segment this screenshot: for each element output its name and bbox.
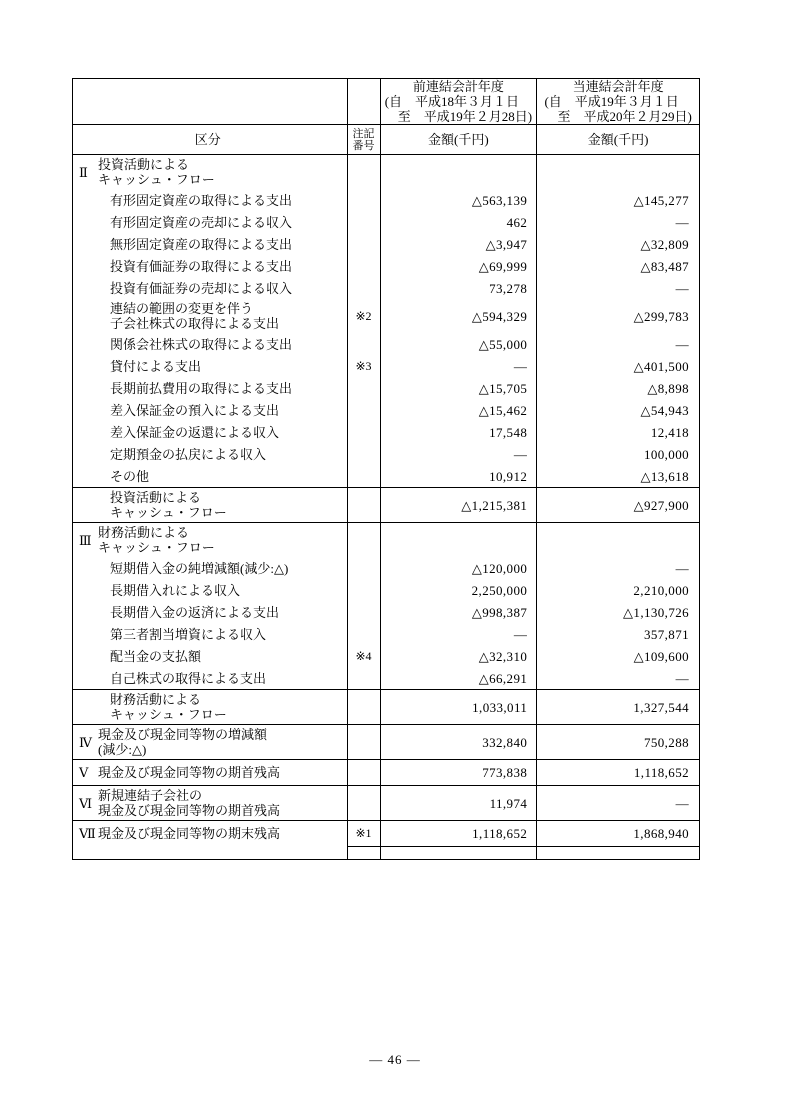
row-curr-amount — [536, 846, 699, 859]
row-label — [110, 605, 279, 620]
row-note — [347, 333, 380, 355]
row-label-line: 投資有価証券の取得による支出 — [110, 258, 293, 274]
row-prev-amount: ― — [380, 623, 537, 645]
row-label — [110, 215, 292, 230]
row-curr-amount: ― — [536, 211, 699, 233]
row-label-line: 定期預金の払戻による収入 — [110, 446, 267, 462]
row-curr-amount: △299,783 — [536, 299, 699, 333]
row-prev-amount: 11,974 — [380, 786, 537, 820]
table-row — [73, 465, 699, 487]
row-label-line: 長期借入金の返済による支出 — [110, 604, 280, 620]
row-category-cell — [73, 488, 347, 522]
table-row — [73, 211, 699, 233]
header-curr-year — [536, 79, 699, 124]
row-category-cell — [73, 523, 347, 557]
row-label — [98, 765, 280, 780]
table-row — [73, 189, 699, 211]
table-row — [73, 277, 699, 299]
header-note-blank — [347, 79, 380, 124]
table-row — [73, 601, 699, 623]
row-prev-amount: 17,548 — [380, 421, 537, 443]
table-row — [73, 820, 699, 846]
table-row — [73, 377, 699, 399]
note-label-line1: 注記 — [352, 127, 375, 140]
curr-year-title: 当連結会計年度 — [572, 79, 664, 94]
row-note — [347, 255, 380, 277]
row-category-cell — [73, 579, 347, 601]
table-header-columns — [73, 124, 699, 154]
row-curr-amount: △8,898 — [536, 377, 699, 399]
row-label-line: 子会社株式の取得による支出 — [110, 316, 280, 331]
row-note — [347, 667, 380, 689]
header-prev-amount-label: 金額(千円) — [380, 125, 537, 154]
row-category-cell — [73, 333, 347, 355]
row-curr-amount: △145,277 — [536, 189, 699, 211]
row-note — [347, 233, 380, 255]
curr-year-from: (自 平成19年３月１日 — [544, 94, 679, 109]
row-label-line: 配当金の支払額 — [110, 648, 202, 664]
row-note: ※3 — [347, 355, 380, 377]
row-label — [110, 583, 240, 598]
row-label-line: 投資活動による — [110, 490, 202, 505]
row-label-line: 差入保証金の預入による支出 — [110, 402, 280, 418]
row-prev-amount: △563,139 — [380, 189, 537, 211]
row-curr-amount: △401,500 — [536, 355, 699, 377]
row-prev-amount: △32,310 — [380, 645, 537, 667]
row-curr-amount: 1,327,544 — [536, 690, 699, 724]
row-label — [110, 281, 292, 296]
row-curr-amount: △13,618 — [536, 465, 699, 487]
row-label-line: (減少:△) — [98, 742, 147, 757]
row-prev-amount — [380, 523, 537, 557]
row-numeral: Ⅳ — [79, 734, 92, 750]
table-row — [73, 667, 699, 689]
row-prev-amount: △3,947 — [380, 233, 537, 255]
table-row — [73, 333, 699, 355]
row-label-line: 現金及び現金同等物の期首残高 — [98, 803, 281, 818]
row-category-cell — [73, 557, 347, 579]
row-category-cell — [73, 667, 347, 689]
row-category-cell — [73, 623, 347, 645]
row-label-line: 関係会社株式の取得による支出 — [110, 336, 293, 352]
row-prev-amount: 10,912 — [380, 465, 537, 487]
row-note: ※2 — [347, 299, 380, 333]
row-prev-amount: 2,250,000 — [380, 579, 537, 601]
row-note: ※4 — [347, 645, 380, 667]
row-label — [110, 337, 292, 352]
row-note — [347, 465, 380, 487]
row-label-line: 貸付による支出 — [110, 358, 202, 374]
row-category-cell — [73, 189, 347, 211]
row-label-line: キャッシュ・フロー — [110, 707, 227, 722]
table-row — [73, 233, 699, 255]
row-label — [98, 525, 215, 555]
row-category-cell — [73, 725, 347, 759]
row-numeral: Ⅵ — [79, 795, 93, 811]
row-label — [98, 157, 215, 187]
row-category-cell — [73, 821, 347, 846]
table-row — [73, 399, 699, 421]
row-prev-amount — [380, 846, 537, 859]
table-row — [73, 557, 699, 579]
row-prev-amount: △120,000 — [380, 557, 537, 579]
row-prev-amount: 462 — [380, 211, 537, 233]
row-note — [347, 211, 380, 233]
row-note — [347, 786, 380, 820]
prev-year-title: 前連結会計年度 — [412, 79, 504, 94]
table-row — [73, 255, 699, 277]
note-label-line2: 番号 — [352, 139, 375, 152]
row-note — [347, 623, 380, 645]
table-header-years — [73, 79, 699, 124]
row-prev-amount: 332,840 — [380, 725, 537, 759]
row-label — [98, 788, 280, 818]
header-prev-year — [380, 79, 537, 124]
row-label-line: 現金及び現金同等物の増減額 — [98, 727, 268, 742]
header-note-label — [347, 125, 380, 154]
row-curr-amount: ― — [536, 333, 699, 355]
row-curr-amount: 1,868,940 — [536, 821, 699, 846]
table-row — [73, 299, 699, 333]
row-curr-amount: 357,871 — [536, 623, 699, 645]
row-category-cell — [73, 443, 347, 465]
row-label-line: 有形固定資産の取得による支出 — [110, 192, 293, 208]
row-prev-amount: △15,705 — [380, 377, 537, 399]
row-curr-amount — [536, 155, 699, 189]
row-category-cell — [73, 690, 347, 724]
table-row — [73, 623, 699, 645]
row-prev-amount: ― — [380, 443, 537, 465]
row-category-cell — [73, 299, 347, 333]
table-row — [73, 522, 699, 557]
row-prev-amount: 73,278 — [380, 277, 537, 299]
row-prev-amount: △1,215,381 — [380, 488, 537, 522]
header-category-label: 区分 — [194, 132, 221, 147]
row-label — [110, 425, 279, 440]
row-curr-amount: △927,900 — [536, 488, 699, 522]
row-category-cell — [73, 233, 347, 255]
row-label — [110, 671, 266, 686]
row-label-line: キャッシュ・フロー — [110, 505, 227, 520]
table-row — [73, 579, 699, 601]
row-label — [110, 490, 227, 520]
row-label-line: 無形固定資産の取得による支出 — [110, 236, 293, 252]
row-label — [110, 692, 227, 722]
row-label-line: 連結の範囲の変更を伴う — [110, 301, 254, 316]
row-label — [110, 301, 279, 331]
row-category-cell — [73, 399, 347, 421]
row-note — [347, 523, 380, 557]
row-label — [110, 381, 292, 396]
row-label — [98, 727, 267, 757]
row-note — [347, 443, 380, 465]
row-label-line: キャッシュ・フロー — [98, 540, 215, 555]
row-note — [347, 725, 380, 759]
header-curr-amount-label: 金額(千円) — [536, 125, 699, 154]
row-label — [110, 561, 288, 576]
row-prev-amount: △66,291 — [380, 667, 537, 689]
row-label-line: 現金及び現金同等物の期首残高 — [98, 765, 281, 780]
prev-year-to: 至 平成19年２月28日) — [384, 109, 533, 124]
row-curr-amount: 100,000 — [536, 443, 699, 465]
row-curr-amount: ― — [536, 786, 699, 820]
row-note — [347, 579, 380, 601]
row-label-line: 長期前払費用の取得による支出 — [110, 380, 293, 396]
row-label — [110, 649, 201, 664]
row-note — [347, 690, 380, 724]
row-prev-amount: △15,462 — [380, 399, 537, 421]
row-category-cell — [73, 760, 347, 785]
row-note — [347, 189, 380, 211]
row-note: ※1 — [347, 821, 380, 846]
row-note — [347, 557, 380, 579]
row-prev-amount: △55,000 — [380, 333, 537, 355]
row-prev-amount: 773,838 — [380, 760, 537, 785]
row-label — [110, 237, 292, 252]
row-curr-amount: ― — [536, 667, 699, 689]
table-row — [73, 487, 699, 522]
row-label — [98, 826, 280, 841]
table-row — [73, 154, 699, 189]
row-label-line: 現金及び現金同等物の期末残高 — [98, 826, 281, 841]
row-prev-amount — [380, 155, 537, 189]
table-row — [73, 785, 699, 820]
table-row — [73, 355, 699, 377]
row-label-line: キャッシュ・フロー — [98, 172, 215, 187]
row-label-line: 自己株式の取得による支出 — [110, 670, 267, 686]
row-curr-amount: △109,600 — [536, 645, 699, 667]
row-category-cell — [73, 601, 347, 623]
row-category-cell — [73, 465, 347, 487]
row-category-cell — [73, 377, 347, 399]
row-label-line: 差入保証金の返還による収入 — [110, 424, 280, 440]
row-note — [347, 760, 380, 785]
table-row — [73, 645, 699, 667]
page-number: ― 46 ― — [369, 1052, 421, 1067]
row-label — [110, 359, 201, 374]
row-note — [347, 277, 380, 299]
row-category-cell — [73, 786, 347, 820]
row-note — [347, 488, 380, 522]
row-label — [110, 447, 266, 462]
row-numeral: Ⅱ — [79, 164, 88, 180]
row-curr-amount: 2,210,000 — [536, 579, 699, 601]
row-numeral: Ⅶ — [79, 826, 96, 841]
row-label — [110, 469, 149, 484]
row-label-line: 長期借入れによる収入 — [110, 582, 241, 598]
header-category-blank — [73, 79, 347, 124]
row-prev-amount: △594,329 — [380, 299, 537, 333]
row-curr-amount: 12,418 — [536, 421, 699, 443]
table-row — [73, 689, 699, 724]
table-row — [73, 759, 699, 785]
row-note — [347, 601, 380, 623]
row-label — [110, 403, 279, 418]
row-numeral: Ⅴ — [79, 765, 89, 780]
row-prev-amount: 1,118,652 — [380, 821, 537, 846]
row-note — [347, 421, 380, 443]
row-label-line: 有形固定資産の売却による収入 — [110, 214, 293, 230]
row-note — [347, 155, 380, 189]
row-curr-amount: 1,118,652 — [536, 760, 699, 785]
table-row — [73, 421, 699, 443]
row-category-cell — [73, 846, 347, 859]
row-label-line: その他 — [110, 468, 150, 484]
row-prev-amount: △998,387 — [380, 601, 537, 623]
row-note — [347, 846, 380, 859]
row-label-line: 財務活動による — [110, 692, 202, 707]
row-category-cell — [73, 211, 347, 233]
row-curr-amount: △83,487 — [536, 255, 699, 277]
table-row — [73, 724, 699, 759]
row-curr-amount: △1,130,726 — [536, 601, 699, 623]
row-curr-amount — [536, 523, 699, 557]
row-prev-amount: ― — [380, 355, 537, 377]
row-category-cell — [73, 277, 347, 299]
curr-year-to: 至 平成20年２月29日) — [544, 109, 692, 124]
table-row — [73, 846, 699, 859]
row-label-line: 投資有価証券の売却による収入 — [110, 280, 293, 296]
row-prev-amount: 1,033,011 — [380, 690, 537, 724]
row-label-line: 短期借入金の純増減額(減少:△) — [110, 560, 289, 576]
row-category-cell — [73, 155, 347, 189]
row-label — [110, 627, 266, 642]
row-label — [110, 259, 292, 274]
cash-flow-table — [72, 78, 700, 860]
row-prev-amount: △69,999 — [380, 255, 537, 277]
row-curr-amount: 750,288 — [536, 725, 699, 759]
row-curr-amount: ― — [536, 277, 699, 299]
table-body — [73, 154, 699, 859]
prev-year-from: (自 平成18年３月１日 — [384, 94, 520, 109]
row-note — [347, 399, 380, 421]
row-label-line: 新規連結子会社の — [98, 788, 203, 803]
table-row — [73, 443, 699, 465]
row-category-cell — [73, 645, 347, 667]
row-label-line: 投資活動による — [98, 157, 190, 172]
row-curr-amount: ― — [536, 557, 699, 579]
row-category-cell — [73, 355, 347, 377]
row-label-line: 財務活動による — [98, 525, 190, 540]
row-category-cell — [73, 255, 347, 277]
row-numeral: Ⅲ — [79, 532, 92, 548]
row-note — [347, 377, 380, 399]
row-category-cell — [73, 421, 347, 443]
row-label-line: 第三者割当増資による収入 — [110, 626, 267, 642]
row-curr-amount: △32,809 — [536, 233, 699, 255]
row-curr-amount: △54,943 — [536, 399, 699, 421]
row-label — [110, 193, 292, 208]
